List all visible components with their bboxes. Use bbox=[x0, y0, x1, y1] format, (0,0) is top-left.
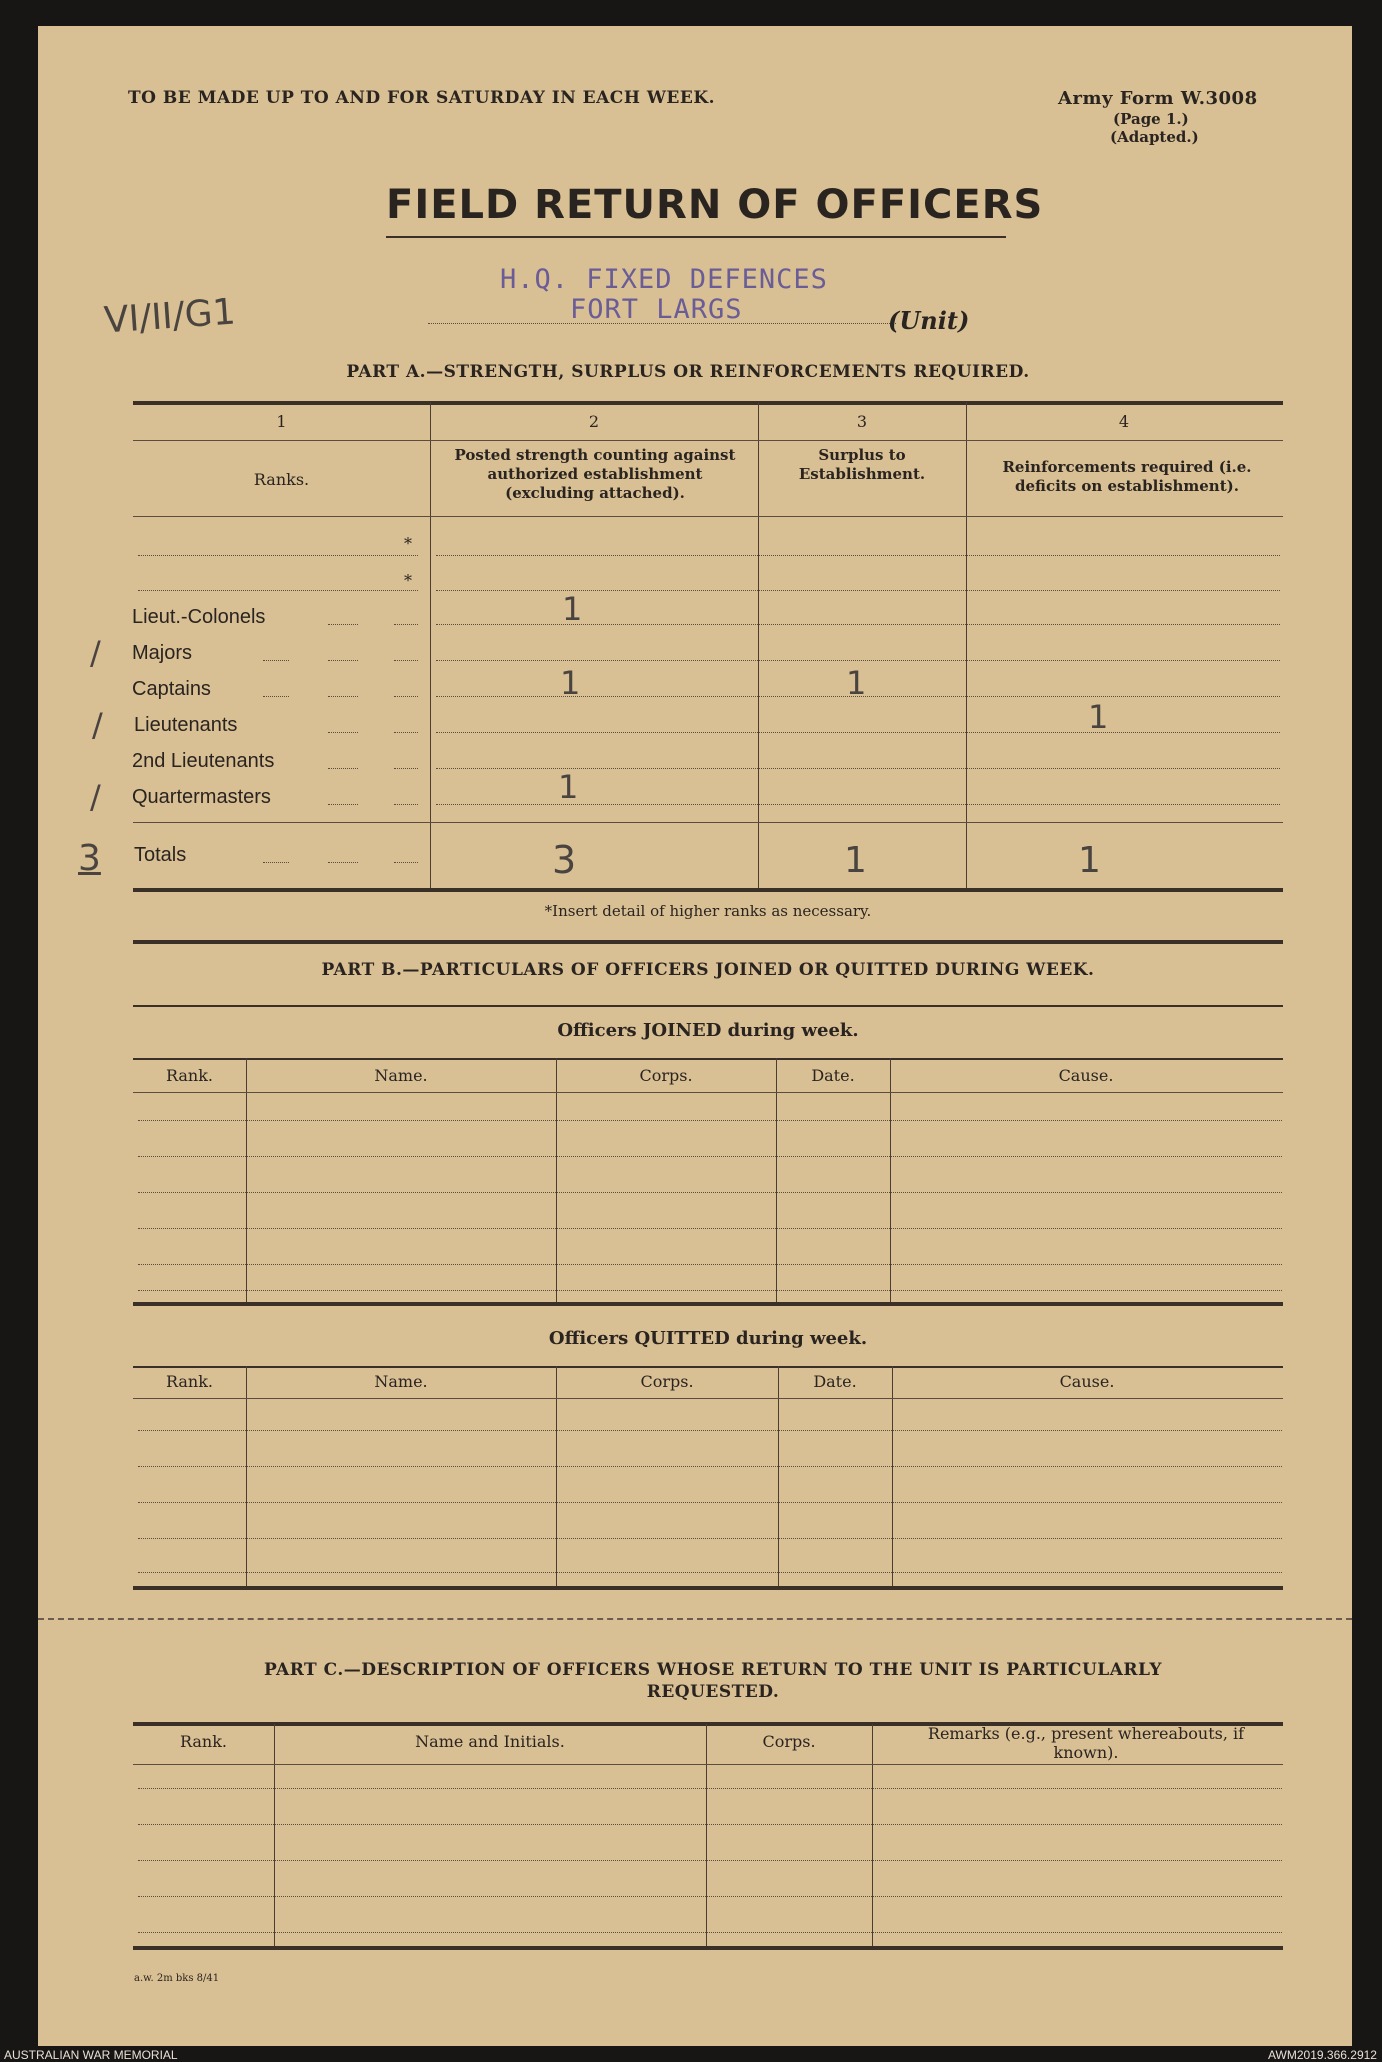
col-head-surplus: Surplus to Establishment. bbox=[798, 446, 926, 483]
part-b-top-rule bbox=[133, 940, 1283, 944]
quitted-bottom-rule bbox=[133, 1586, 1283, 1590]
leader-dots bbox=[394, 732, 418, 733]
margin-total: 3 bbox=[78, 838, 101, 879]
leader-dots bbox=[328, 624, 358, 625]
asterisk-row-1-dots bbox=[138, 555, 418, 556]
quitted-col-divider bbox=[556, 1366, 557, 1586]
part-a-col-divider bbox=[758, 402, 759, 888]
joined-col-date: Date. bbox=[811, 1066, 855, 1085]
quitted-top-rule bbox=[133, 1366, 1283, 1368]
col-head-rule bbox=[133, 516, 1283, 517]
leader-dots bbox=[394, 768, 418, 769]
part-c-col-corps: Corps. bbox=[762, 1732, 816, 1751]
quitted-col-name: Name. bbox=[374, 1372, 428, 1391]
quitted-col-corps: Corps. bbox=[640, 1372, 694, 1391]
margin-mark-majors: / bbox=[90, 634, 101, 672]
leader-dots bbox=[328, 696, 358, 697]
posted-lieut-colonels: 1 bbox=[562, 590, 583, 628]
leader-dots bbox=[394, 804, 418, 805]
col-number-4: 4 bbox=[1118, 412, 1130, 431]
asterisk-2: * bbox=[404, 571, 412, 590]
row-dots bbox=[436, 555, 1280, 556]
joined-col-divider bbox=[246, 1058, 247, 1303]
leader-dots bbox=[328, 862, 358, 863]
row-dots bbox=[436, 660, 1280, 661]
quitted-row bbox=[138, 1572, 1282, 1573]
leader-dots bbox=[263, 696, 289, 697]
part-b-rule bbox=[133, 1005, 1283, 1007]
rank-2nd-lieutenants: 2nd Lieutenants bbox=[132, 750, 275, 772]
joined-title: Officers JOINED during week. bbox=[557, 1020, 859, 1041]
quitted-row bbox=[138, 1466, 1282, 1467]
posted-quartermasters: 1 bbox=[558, 768, 579, 806]
unit-stamp-line2: FORT LARGS bbox=[570, 294, 743, 325]
quitted-col-divider bbox=[892, 1366, 893, 1586]
col-head-posted: Posted strength counting against authorized establishment (excluding attached). bbox=[454, 446, 736, 502]
quitted-row bbox=[138, 1430, 1282, 1431]
part-a-top-rule bbox=[133, 401, 1283, 405]
col-head-ranks: Ranks. bbox=[253, 470, 310, 489]
part-c-col-divider bbox=[274, 1724, 275, 1948]
title-underline bbox=[386, 236, 1006, 238]
part-c-header-rule bbox=[133, 1764, 1283, 1765]
leader-dots bbox=[328, 660, 358, 661]
joined-row bbox=[138, 1192, 1282, 1193]
part-a-col-divider bbox=[966, 402, 967, 888]
part-c-row bbox=[138, 1932, 1282, 1933]
reinf-total: 1 bbox=[1078, 840, 1101, 881]
adapted-label: (Adapted.) bbox=[1110, 128, 1199, 146]
part-c-col-rank: Rank. bbox=[179, 1732, 228, 1751]
part-c-col-remarks: Remarks (e.g., present whereabouts, if known). bbox=[927, 1724, 1245, 1762]
col-number-rule bbox=[133, 440, 1283, 441]
part-c-row bbox=[138, 1896, 1282, 1897]
quitted-col-divider bbox=[246, 1366, 247, 1586]
part-c-row bbox=[138, 1788, 1282, 1789]
totals-rule bbox=[133, 822, 1283, 823]
joined-row bbox=[138, 1290, 1282, 1291]
rank-quartermasters: Quartermasters bbox=[132, 786, 271, 808]
surplus-captains: 1 bbox=[846, 664, 867, 702]
part-c-heading-line2: REQUESTED. bbox=[646, 1682, 780, 1702]
part-a-col-divider bbox=[430, 402, 431, 888]
unit-label: (Unit) bbox=[888, 306, 970, 335]
col-number-2: 2 bbox=[588, 412, 600, 431]
joined-col-divider bbox=[776, 1058, 777, 1303]
leader-dots bbox=[328, 732, 358, 733]
rank-lieutenants: Lieutenants bbox=[134, 714, 238, 736]
part-a-bottom-rule bbox=[133, 888, 1283, 892]
leader-dots bbox=[328, 804, 358, 805]
handwritten-date: VI/II/G1 bbox=[102, 291, 237, 342]
quitted-col-date: Date. bbox=[813, 1372, 857, 1391]
print-code: a.w. 2m bks 8/41 bbox=[134, 1973, 220, 1984]
joined-col-divider bbox=[890, 1058, 891, 1303]
rank-captains: Captains bbox=[132, 678, 211, 700]
part-c-col-divider bbox=[872, 1724, 873, 1948]
part-c-col-divider bbox=[706, 1724, 707, 1948]
part-c-bottom-rule bbox=[133, 1946, 1283, 1950]
part-c-heading-line1: PART C.—DESCRIPTION OF OFFICERS WHOSE RETURN TO THE UNIT IS PARTICULARLY bbox=[263, 1660, 1163, 1680]
unit-dotted-line bbox=[428, 323, 896, 324]
rank-majors: Majors bbox=[132, 642, 193, 664]
part-c-col-name: Name and Initials. bbox=[415, 1732, 565, 1751]
row-dots bbox=[436, 732, 1280, 733]
unit-stamp-line1: H.Q. FIXED DEFENCES bbox=[500, 264, 828, 295]
joined-header-rule bbox=[133, 1092, 1283, 1093]
joined-row bbox=[138, 1156, 1282, 1157]
reinf-lieutenants: 1 bbox=[1088, 698, 1109, 736]
part-c-row bbox=[138, 1860, 1282, 1861]
leader-dots bbox=[394, 696, 418, 697]
quitted-title: Officers QUITTED during week. bbox=[548, 1328, 868, 1349]
quitted-row bbox=[138, 1502, 1282, 1503]
joined-row bbox=[138, 1228, 1282, 1229]
footnote: *Insert detail of higher ranks as necessary. bbox=[544, 902, 872, 920]
margin-mark-lieutenants: / bbox=[92, 706, 103, 744]
form-number: Army Form W.3008 bbox=[1058, 88, 1258, 109]
rank-lieut-colonels: Lieut.-Colonels bbox=[132, 606, 266, 628]
quitted-header-rule bbox=[133, 1398, 1283, 1399]
joined-col-corps: Corps. bbox=[639, 1066, 693, 1085]
joined-top-rule bbox=[133, 1058, 1283, 1060]
leader-dots bbox=[263, 660, 289, 661]
posted-total: 3 bbox=[552, 838, 577, 882]
page-title: FIELD RETURN OF OFFICERS bbox=[386, 182, 1044, 228]
margin-mark-quartermasters: / bbox=[90, 778, 101, 816]
part-b-heading: PART B.—PARTICULARS OF OFFICERS JOINED OR QUITTED DURING WEEK. bbox=[321, 960, 1095, 980]
form-page bbox=[38, 26, 1352, 2046]
joined-col-divider bbox=[556, 1058, 557, 1303]
asterisk-row-2-dots bbox=[138, 590, 418, 591]
joined-col-cause: Cause. bbox=[1058, 1066, 1114, 1085]
col-head-reinforcements: Reinforcements required (i.e. deficits on establishment). bbox=[1002, 458, 1252, 495]
col-number-1: 1 bbox=[276, 412, 287, 431]
archive-label-left: AUSTRALIAN WAR MEMORIAL bbox=[4, 2048, 178, 2062]
quitted-row bbox=[138, 1538, 1282, 1539]
archive-label-right: AWM2019.366.2912 bbox=[1268, 2048, 1377, 2062]
quitted-col-cause: Cause. bbox=[1059, 1372, 1115, 1391]
page-number: (Page 1.) bbox=[1113, 110, 1189, 128]
joined-bottom-rule bbox=[133, 1302, 1283, 1306]
surplus-total: 1 bbox=[844, 840, 867, 881]
instruction-text: TO BE MADE UP TO AND FOR SATURDAY IN EACH WEEK. bbox=[128, 88, 716, 108]
leader-dots bbox=[263, 862, 289, 863]
joined-row bbox=[138, 1120, 1282, 1121]
joined-col-name: Name. bbox=[374, 1066, 428, 1085]
posted-captains: 1 bbox=[560, 664, 581, 702]
joined-row bbox=[138, 1264, 1282, 1265]
leader-dots bbox=[394, 862, 418, 863]
asterisk-1: * bbox=[404, 534, 412, 553]
quitted-col-rank: Rank. bbox=[165, 1372, 214, 1391]
leader-dots bbox=[394, 660, 418, 661]
part-a-heading: PART A.—STRENGTH, SURPLUS OR REINFORCEMENTS REQUIRED. bbox=[346, 362, 1030, 382]
joined-col-rank: Rank. bbox=[165, 1066, 214, 1085]
part-c-row bbox=[138, 1824, 1282, 1825]
perforation-line[interactable] bbox=[38, 1618, 1352, 1620]
leader-dots bbox=[328, 768, 358, 769]
quitted-col-divider bbox=[778, 1366, 779, 1586]
totals-label: Totals bbox=[134, 844, 187, 866]
col-number-3: 3 bbox=[856, 412, 868, 431]
leader-dots bbox=[394, 624, 418, 625]
